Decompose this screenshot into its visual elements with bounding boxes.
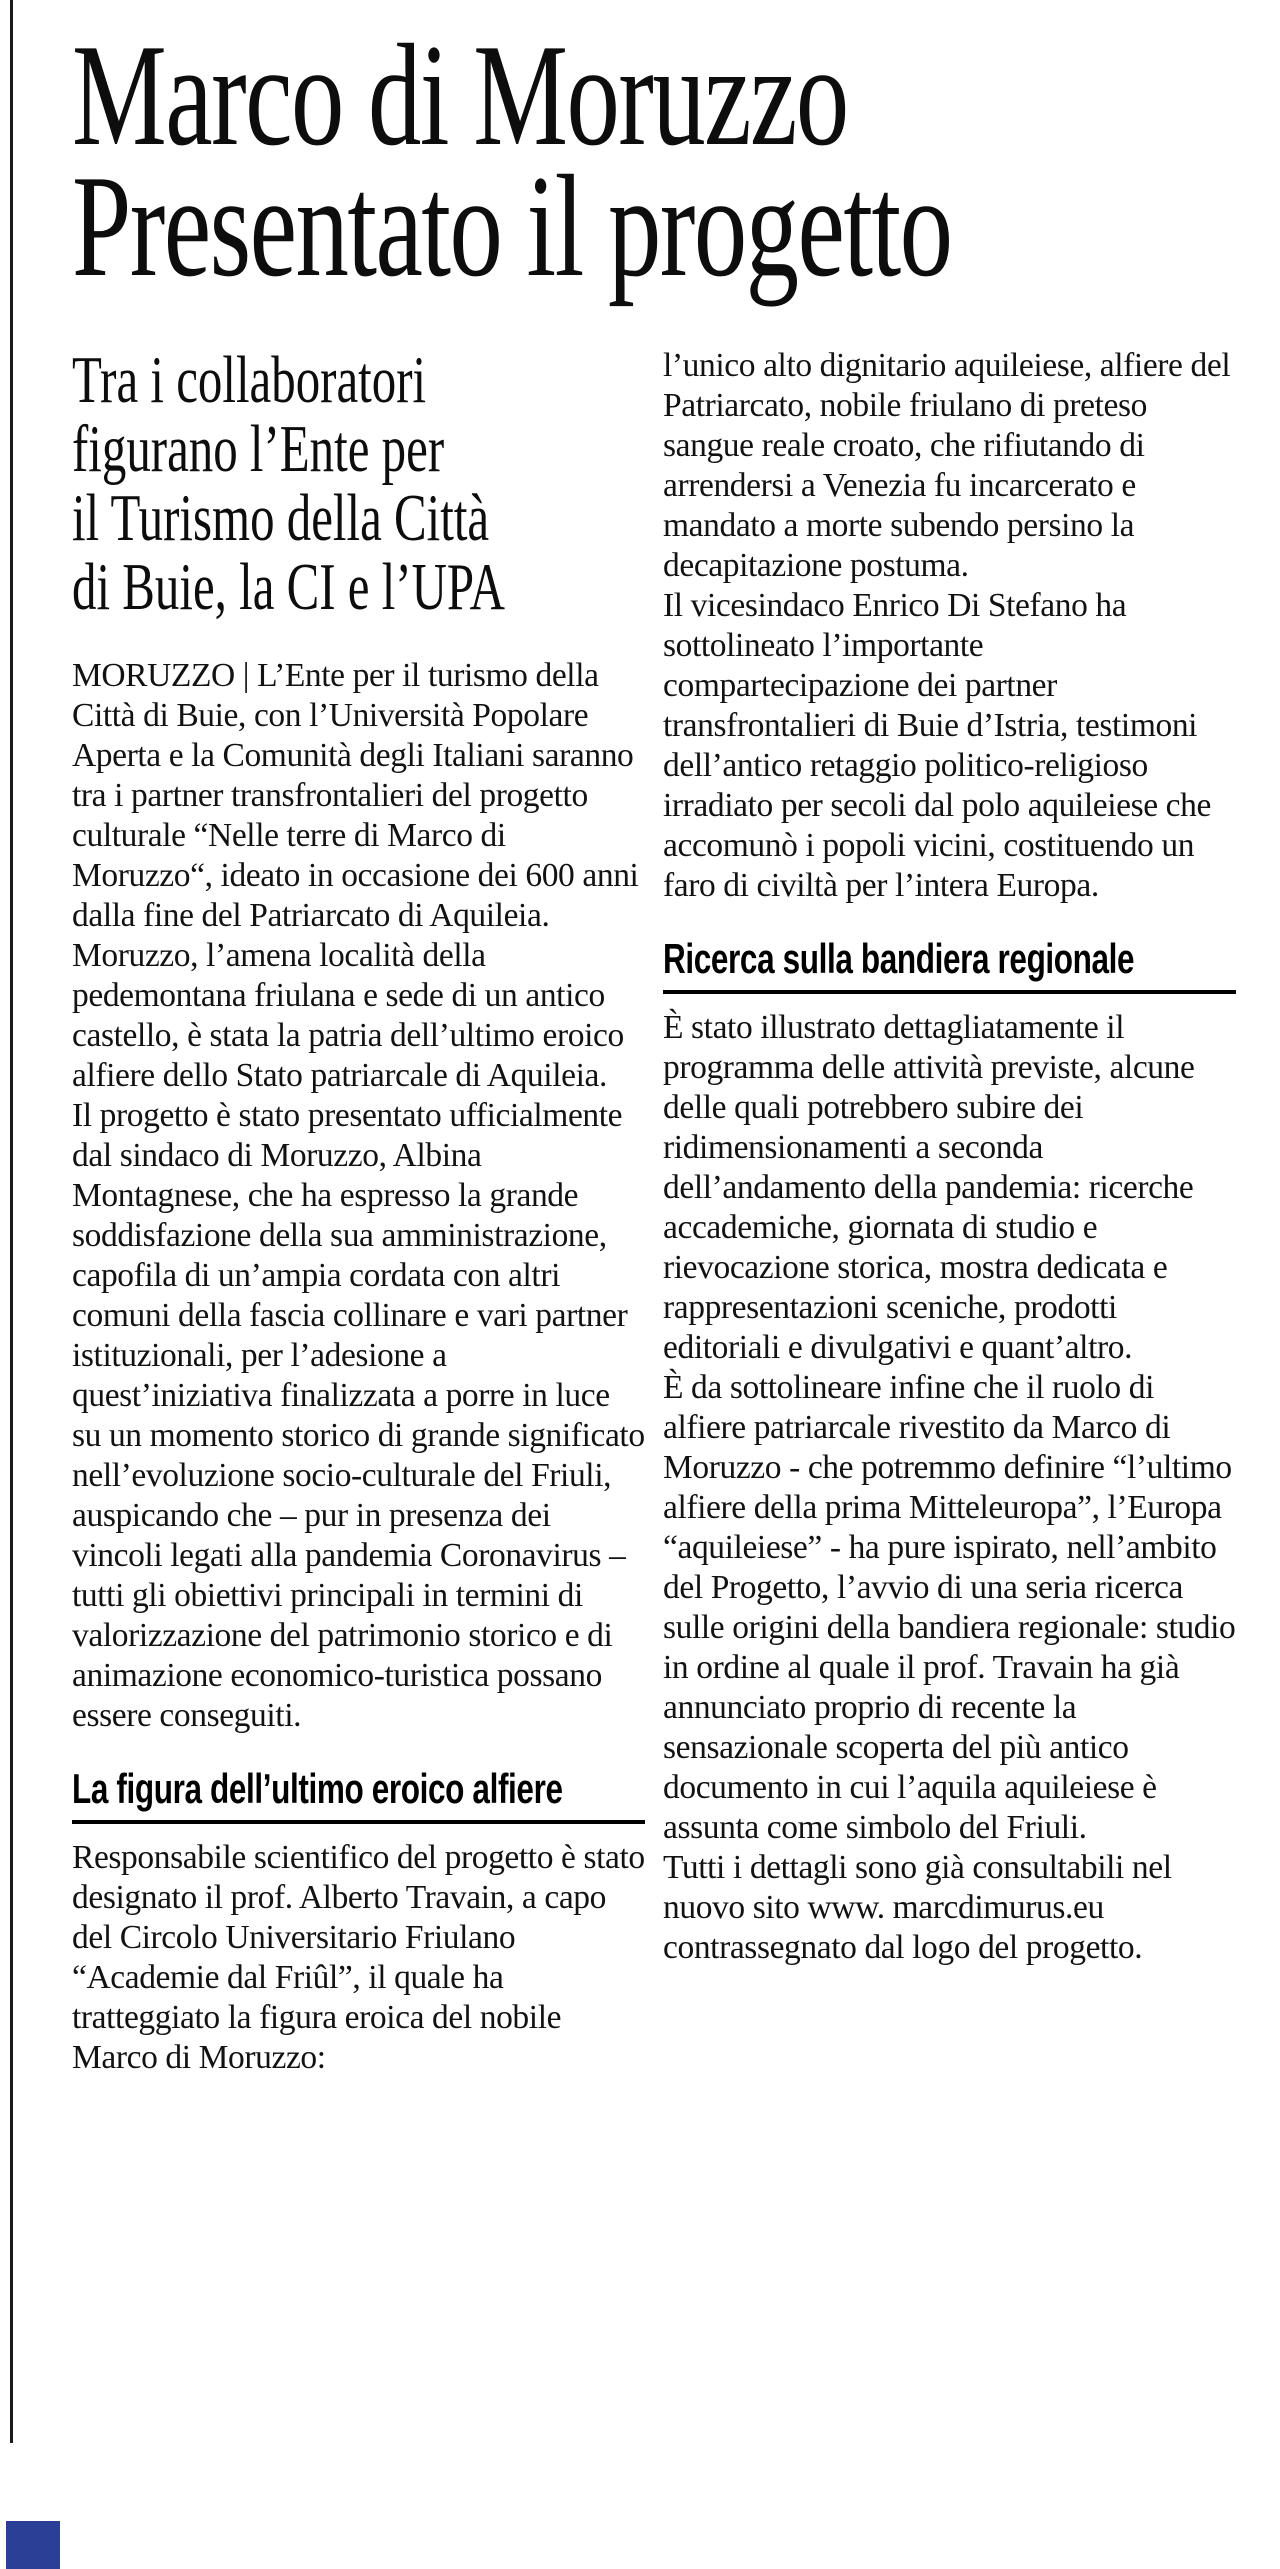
body-paragraph: Responsabile scientifico del progetto è stato designato il prof. Alberto Travain, a capo del Circolo Universitario Friulano “Academie dal Friûl”, il quale ha tratteggiato la figura eroica del nobile Marco di Moruzzo:	[72, 1839, 645, 2076]
right-section-paragraphs	[663, 1008, 1236, 1968]
article-headline	[72, 14, 1236, 307]
article-columns	[72, 343, 1236, 2078]
article-content	[72, 0, 1236, 2078]
body-paragraph: l’unico alto dignitario aquileiese, alfiere del Patriarcato, nobile friulano di preteso sangue reale croato, che rifiutando di arrendersi a Venezia fu incarcerato e mandato a morte subendo persino la decapitazione postuma.	[663, 347, 1231, 584]
left-intro-paragraphs	[72, 656, 645, 1736]
deck-line: di Buie, la CI e l’UPA	[72, 550, 505, 624]
right-section-heading	[663, 936, 1236, 994]
column-right	[663, 346, 1236, 1968]
deck-line: figurano l’Ente per	[72, 412, 445, 486]
corner-blue-square	[6, 2521, 60, 2569]
body-paragraph: Il vicesindaco Enrico Di Stefano ha sottolineato l’importante compartecipazione dei partner transfrontalieri di Buie d’Istria, testimoni dell’antico retaggio politico-religioso irradiato per secoli dal polo aquileiese che accomunò i popoli vicini, costituendo un faro di civiltà per l’intera Europa.	[663, 587, 1211, 904]
headline-line: Presentato il progetto	[72, 145, 952, 307]
body-paragraph: MORUZZO | L’Ente per il turismo della Città di Buie, con l’Università Popolare Aperta e la Comunità degli Italiani saranno tra i partner transfrontalieri del progetto culturale “Nelle terre di Marco di Moruzzo“, ideato in occasione dei 600 anni dalla fine del Patriarcato di Aquileia. Moruzzo, l’amena località della pedemontana friulana e sede di un antico castello, è stata la patria dell’ultimo eroico alfiere dello Stato patriarcale di Aquileia.	[72, 657, 639, 1094]
body-paragraph: Il progetto è stato presentato ufficialmente dal sindaco di Moruzzo, Albina Montagnese, che ha espresso la grande soddisfazione della sua amministrazione, capofila di un’ampia cordata con altri comuni della fascia collinare e vari partner istituzionali, per l’adesione a quest’iniziativa finalizzata a porre in luce su un momento storico di grande significato nell’evoluzione socio-culturale del Friuli, auspicando che – pur in presenza dei vincoli legati alla pandemia Coronavirus – tutti gli obiettivi principali in termini di valorizzazione del patrimonio storico e di animazione economico-turistica possano essere conseguiti.	[72, 1097, 645, 1734]
column-left	[72, 343, 645, 2078]
article-deck	[72, 343, 645, 624]
right-section-heading-text: Ricerca sulla bandiera regionale	[663, 935, 1135, 982]
body-paragraph: È stato illustrato dettagliatamente il programma delle attività previste, alcune delle quali potrebbero subire dei ridimensionamenti a seconda dell’andamento della pandemia: ricerche accademiche, giornata di studio e rievocazione storica, mostra dedicata e rappresentazioni sceniche, prodotti editoriali e divulgativi e quant’altro.	[663, 1009, 1195, 1366]
headline-line: Marco di Moruzzo	[72, 14, 848, 176]
left-section-heading	[72, 1766, 645, 1824]
left-section-paragraphs	[72, 1838, 645, 2078]
left-section-heading-text: La figura dell’ultimo eroico alfiere	[72, 1765, 563, 1812]
page-left-rule	[10, 0, 13, 2443]
deck-line: il Turismo della Città	[72, 481, 490, 555]
body-paragraph: Tutti i dettagli sono già consultabili nel nuovo sito www. marcdimurus.eu contrassegnato dal logo del progetto.	[663, 1849, 1172, 1966]
deck-line: Tra i collaboratori	[72, 343, 427, 417]
body-paragraph: È da sottolineare infine che il ruolo di alfiere patriarcale rivestito da Marco di Moruzzo - che potremmo definire “l’ultimo alfiere della prima Mitteleuropa”, l’Europa “aquileiese” - ha pure ispirato, nell’ambito del Progetto, l’avvio di una seria ricerca sulle origini della bandiera regionale: studio in ordine al quale il prof. Travain ha già annunciato proprio di recente la sensazionale scoperta del più antico documento in cui l’aquila aquileiese è assunta come simbolo del Friuli.	[663, 1369, 1236, 1846]
right-intro-paragraphs	[663, 346, 1236, 906]
